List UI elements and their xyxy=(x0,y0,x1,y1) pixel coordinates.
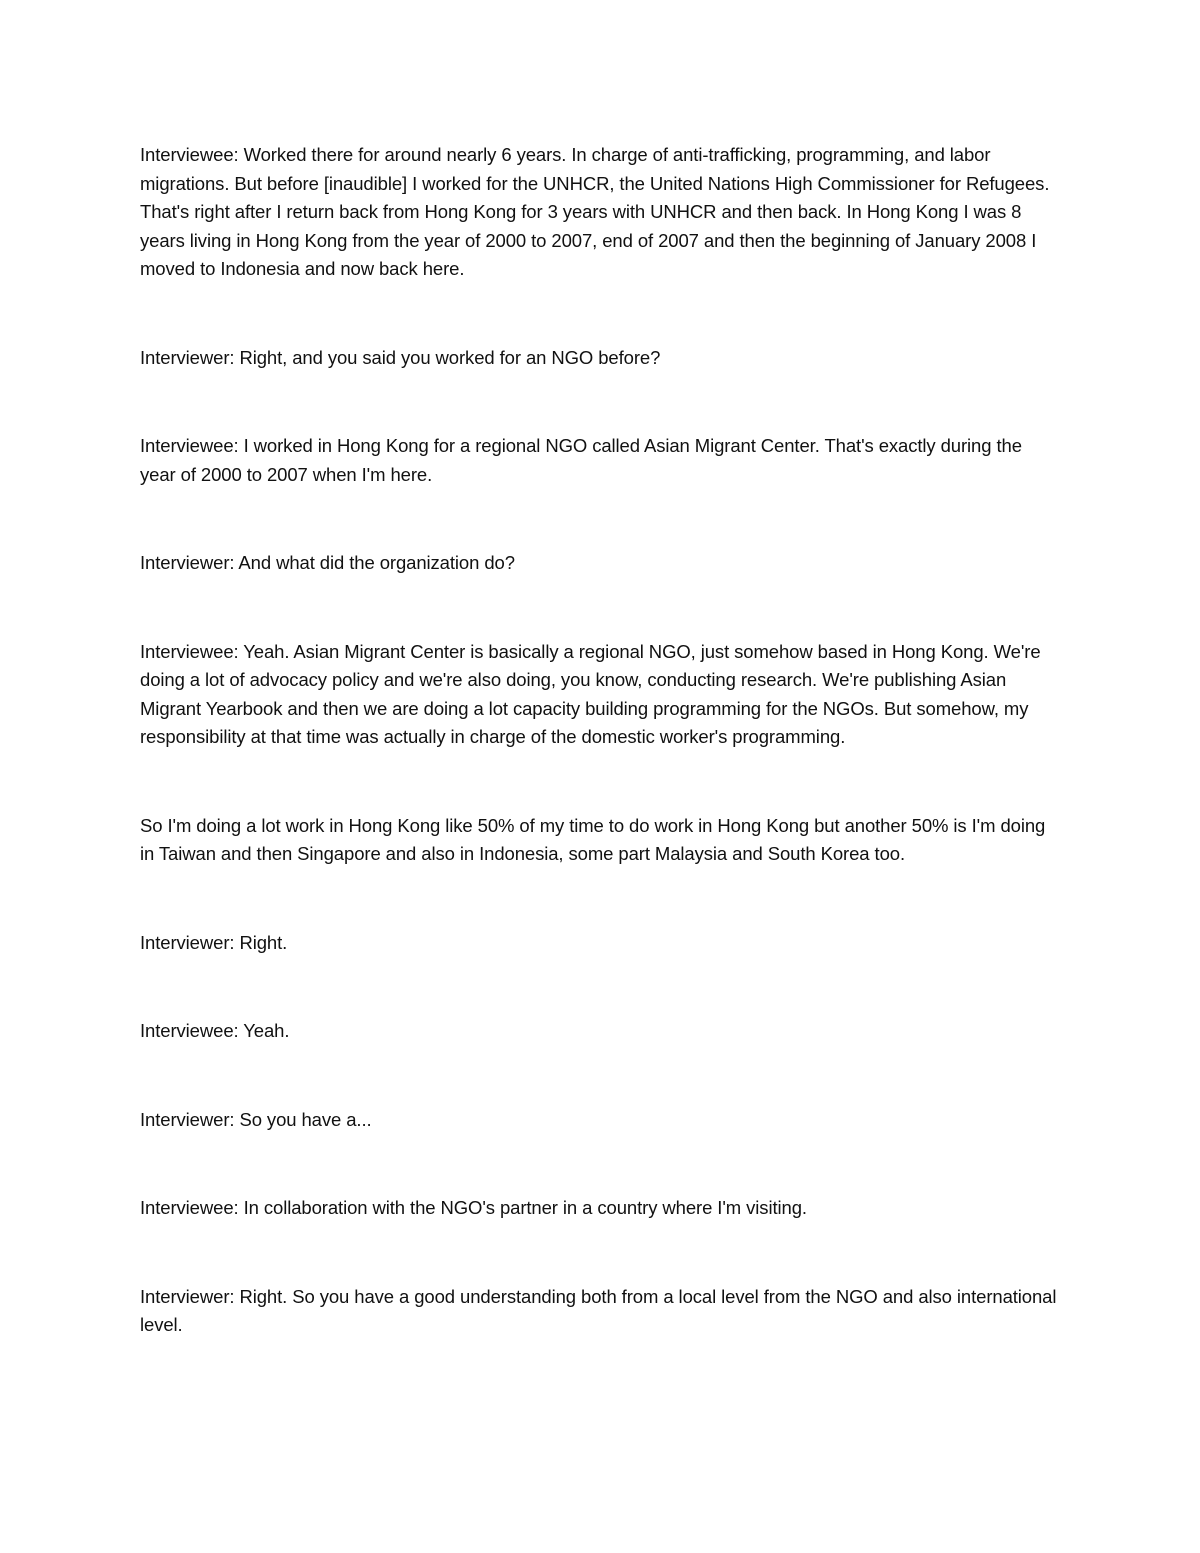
transcript-paragraph: Interviewer: Right, and you said you worked for an NGO before? xyxy=(140,346,661,368)
transcript-paragraph: Interviewee: Yeah. Asian Migrant Center is basically a regional NGO, just somehow based in Hong Kong. We're doing a lot of advocacy policy and we're also doing, you know, conducting research. We're publishing Asian Migrant Yearbook and then we are doing a lot capacity building programming for the NGOs. But somehow, my responsibility at that time was actually in charge of the domestic worker's programming. xyxy=(140,640,1041,747)
transcript-paragraph: Interviewer: And what did the organization do? xyxy=(140,552,515,573)
transcript-paragraph: So I'm doing a lot work in Hong Kong like 50% of my time to do work in Hong Kong but another 50% is I'm doing in Taiwan and then Singapore and also in Indonesia, some part Malaysia and South Korea too. xyxy=(140,814,1046,864)
transcript-paragraph: Interviewee: In collaboration with the NGO's partner in a country where I'm visiting. xyxy=(140,1197,807,1218)
transcript-paragraph: Interviewer: Right. xyxy=(140,931,288,953)
transcript-paragraph: Interviewee: I worked in Hong Kong for a regional NGO called Asian Migrant Center. That's exactly during the year of 2000 to 2007 when I'm here. xyxy=(140,435,1022,485)
transcript-paragraph: Interviewer: So you have a... xyxy=(140,1108,372,1130)
transcript-paragraph: Interviewee: Yeah. xyxy=(140,1020,290,1041)
transcript-paragraph: Interviewer: Right. So you have a good understanding both from a local level from the NGO and also international level. xyxy=(140,1285,1057,1335)
transcript-body xyxy=(140,141,1060,1400)
transcript-paragraph: Interviewee: Worked there for around nearly 6 years. In charge of anti-trafficking, programming, and labor migrations. But before [inaudible] I worked for the UNHCR, the United Nations High Commissioner for Refugees. That's right after I return back from Hong Kong for 3 years with UNHCR and then back. In Hong Kong I was 8 years living in Hong Kong from the year of 2000 to 2007, end of 2007 and then the beginning of January 2008 I moved to Indonesia and now back here. xyxy=(140,144,1050,279)
